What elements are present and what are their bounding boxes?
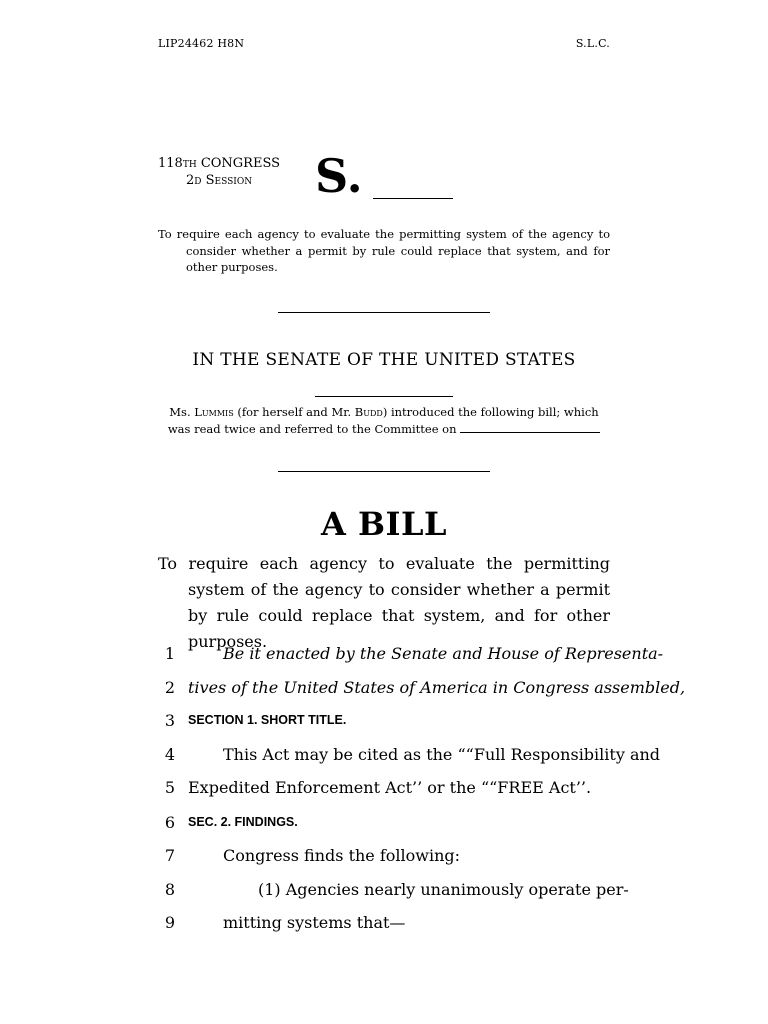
intro-suffix: ) introduced the following bill; which was read twice and referred to the Committee on bbox=[167, 405, 599, 436]
line-number: 7 bbox=[164, 846, 176, 865]
a-bill-heading: A BILL bbox=[321, 505, 447, 543]
line-number: 6 bbox=[164, 813, 176, 832]
bill-designation: S. bbox=[315, 149, 363, 203]
section-text-line: mitting systems that— bbox=[223, 913, 406, 932]
line-number: 5 bbox=[164, 778, 176, 797]
document-id: LIP24462 H8N bbox=[158, 37, 245, 50]
line-number: 9 bbox=[164, 913, 176, 932]
line-number: 4 bbox=[164, 745, 176, 764]
congress-line: 118th CONGRESS bbox=[158, 156, 281, 171]
slc-marker: S.L.C. bbox=[575, 37, 610, 50]
sponsor-prefix: Ms. bbox=[169, 405, 195, 419]
official-title: To require each agency to evaluate the permitting system of the agency to consider whether a permit by rule could replace that system, and for other purposes. bbox=[158, 227, 610, 274]
section-text-line: Expedited Enforcement Act’’ or the ““FREE Act’’. bbox=[188, 778, 592, 797]
line-text: Be it enacted by the Senate and House of Representa- bbox=[223, 644, 664, 663]
section-text-line: Congress finds the following: bbox=[223, 846, 461, 865]
section-heading: SECTION 1. SHORT TITLE. bbox=[188, 713, 347, 727]
line-number: 3 bbox=[164, 711, 176, 730]
chamber-heading: IN THE SENATE OF THE UNITED STATES bbox=[192, 350, 576, 370]
divider-rule-2 bbox=[278, 471, 490, 472]
intro-mid: (for herself and Mr. bbox=[233, 405, 355, 419]
session-line: 2d Session bbox=[186, 173, 253, 188]
line-number: 8 bbox=[164, 880, 176, 899]
section-text-line: This Act may be cited as the ““Full Responsibility and bbox=[223, 745, 661, 764]
section-text-line: (1) Agencies nearly unanimously operate per- bbox=[258, 880, 629, 899]
section-heading: SEC. 2. FINDINGS. bbox=[188, 815, 298, 829]
introduction-text bbox=[158, 404, 610, 438]
congress-session bbox=[158, 155, 280, 189]
thin-divider bbox=[315, 396, 453, 397]
cosponsor-name: Budd bbox=[354, 405, 383, 419]
divider-rule bbox=[278, 312, 490, 313]
line-number: 2 bbox=[164, 678, 176, 697]
committee-blank bbox=[460, 422, 600, 433]
line-number: 1 bbox=[164, 644, 176, 663]
bill-number-blank bbox=[373, 198, 453, 199]
long-title: To require each agency to evaluate the permitting system of the agency to consider whether a permit by rule could replace that system, and for other purposes. bbox=[158, 554, 610, 651]
enacting-clause-line bbox=[188, 644, 664, 663]
enacting-clause-line: tives of the United States of America in Congress assembled, bbox=[188, 678, 686, 697]
sponsor-name: Lummis bbox=[194, 405, 234, 419]
